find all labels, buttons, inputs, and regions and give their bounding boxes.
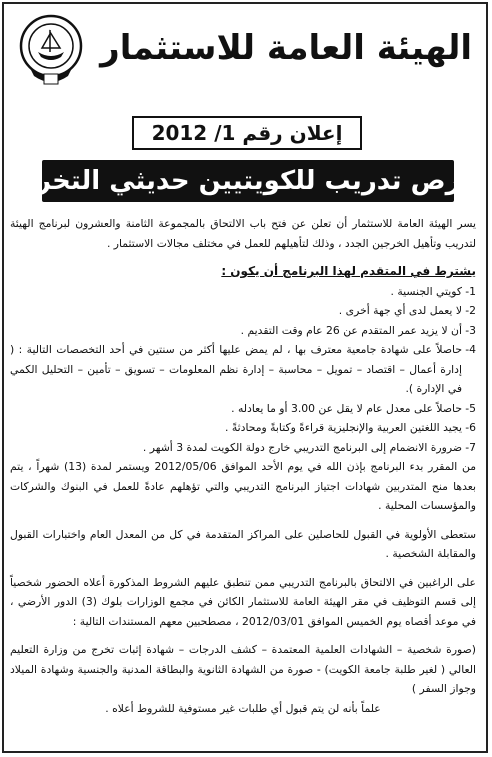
announcement-page [2, 2, 488, 753]
header [4, 4, 490, 96]
condition-item: 4- حاصلاً على شهادة جامعية معترف بها ، لم يمض عليها أكثر من سنتين في أحد التخصصات التالية : ( إدارة أعمال – اقتصاد – تمويل – محاسبة – إدارة نظم المعلومات – تسويق – تأمين – التحليل الكمي في الإدارة ). [10, 343, 476, 395]
condition-item: 1- كويتي الجنسية . [390, 284, 476, 298]
application-paragraph: على الراغبين في الالتحاق بالبرنامج التدريبي ممن تنطبق عليهم الشروط المذكورة أعلاه الحضور شخصياً إلى قسم التوظيف في مقر الهيئة العامة للاستثمار الكائن في مجمع الوزارات بلوك (3) الدور الأرضي ، في موعد أقصاه يوم الخميس الموافق 2012/03/01 ، مصطحبين معهم المستندات التالية : [10, 575, 476, 628]
conditions-heading: يشترط في المتقدم لهذا البرنامج أن يكون : [221, 264, 476, 278]
headline-banner: فرص تدريب للكويتيين حديثي التخرج [42, 160, 454, 202]
org-title: الهيئة العامة للاستثمار [100, 28, 472, 68]
kuwait-emblem-icon [16, 10, 86, 90]
condition-item: 7- ضرورة الانضمام إلى البرنامج التدريبي خارج دولة الكويت لمدة 3 أشهر . [142, 440, 476, 454]
program-paragraph: من المقرر بدء البرنامج بإذن الله في يوم الأحد الموافق 2012/05/06 ويستمر لمدة (13) شهراً ، يتم بعدها منح المتدربين شهادات اجتياز البرنامج التدريبي والتي تؤهلهم عادةً للعمل في البنوك والشركات والمؤسسات المحلية . [10, 460, 476, 512]
priority-paragraph: ستعطى الأولوية في القبول للحاصلين على المراكز المتقدمة في كل من المعدل العام واختبارات القبول والمقابلة الشخصية . [10, 527, 476, 560]
announcement-number: إعلان رقم 1/ 2012 [132, 116, 362, 150]
condition-item: 6- يجيد اللغتين العربية والإنجليزية قراءةً وكتابةً ومحادثةً . [224, 421, 476, 434]
closing-note: علماً بأنه لن يتم قبول أي طلبات غير مستوفية للشروط أعلاه . [105, 701, 381, 715]
documents-paragraph: (صورة شخصية – الشهادات العلمية المعتمدة – كشف الدرجات – شهادة إثبات تخرج من وزارة التعليم العالي ( لغير طلبة جامعة الكويت) - صورة من الشهادة الثانوية والبطاقة المدنية والجنسية وشهادة الميلاد وجواز السفر ) [10, 643, 476, 695]
condition-item: 5- حاصلاً على معدل عام لا يقل عن 3.00 أو ما يعادله . [231, 401, 476, 415]
condition-item: 2- لا يعمل لدى أي جهة أخرى . [338, 304, 476, 317]
condition-item: 3- أن لا يزيد عمر المتقدم عن 26 عام وقت التقديم . [240, 323, 476, 337]
announcement-body [10, 214, 476, 718]
intro-paragraph: يسر الهيئة العامة للاستثمار أن تعلن عن فتح باب الالتحاق بالمجموعة الثامنة والعشرون لبرنامج الهيئة لتدريب وتأهيل الخرجين الجدد ، وذلك لتأهيلهم للعمل في مختلف مجالات الاستثمار . [10, 217, 476, 250]
